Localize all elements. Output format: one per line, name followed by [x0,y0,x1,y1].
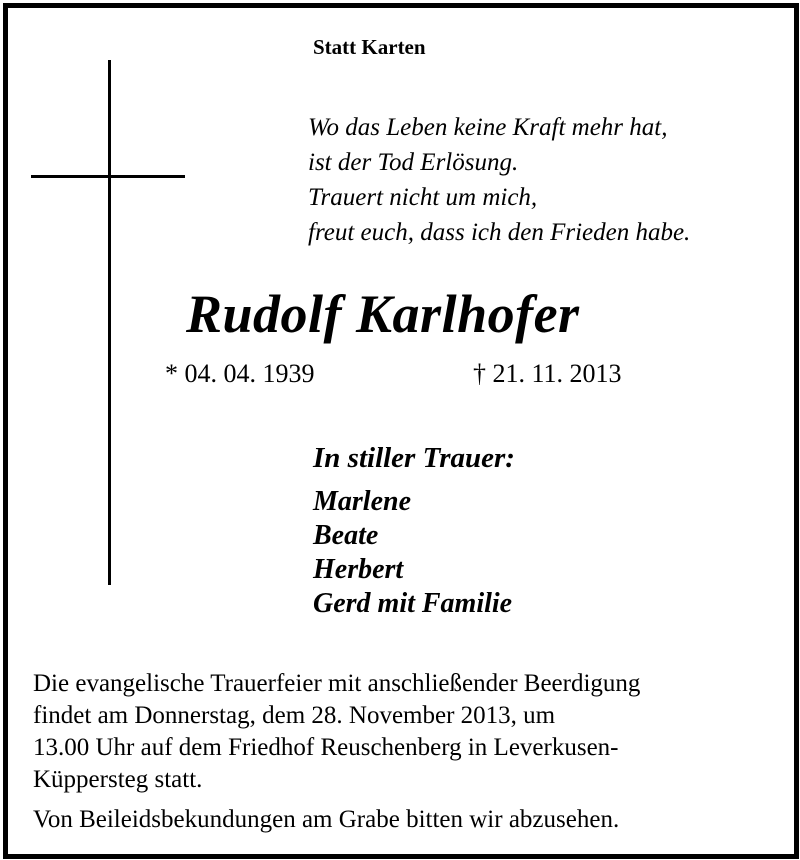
mourner-name: Herbert [313,554,404,585]
poem-line: freut euch, dass ich den Frieden habe. [308,219,691,246]
cross-icon-vertical [108,60,111,585]
poem [308,110,690,250]
death-date: † 21. 11. 2013 [473,359,622,388]
header-text: Statt Karten [313,35,426,59]
poem-line: Trauert nicht um mich, [308,184,538,211]
closing-note: Von Beileidsbekundungen am Grabe bitten wir abzusehen. [33,806,620,833]
mourner-name: Marlene [313,486,411,517]
poem-line: ist der Tod Erlösung. [308,149,519,176]
deceased-name: Rudolf Karlhofer [186,284,580,344]
details-line: 13.00 Uhr auf dem Friedhof Reuschenberg in Leverkusen- [33,734,619,761]
details-line: findet am Donnerstag, dem 28. November 2013, um [33,702,556,729]
cross-icon-horizontal [31,175,185,178]
funeral-details [33,668,640,796]
mourner-name: Gerd mit Familie [313,588,513,619]
birth-date: * 04. 04. 1939 [165,359,315,388]
obituary-notice [3,3,799,859]
mourners-title: In stiller Trauer: [313,442,515,474]
details-line: Küppersteg statt. [33,766,203,793]
mourners-list [313,485,512,621]
details-line: Die evangelische Trauerfeier mit anschließender Beerdigung [33,670,641,697]
poem-line: Wo das Leben keine Kraft mehr hat, [308,114,668,141]
mourner-name: Beate [313,520,379,551]
